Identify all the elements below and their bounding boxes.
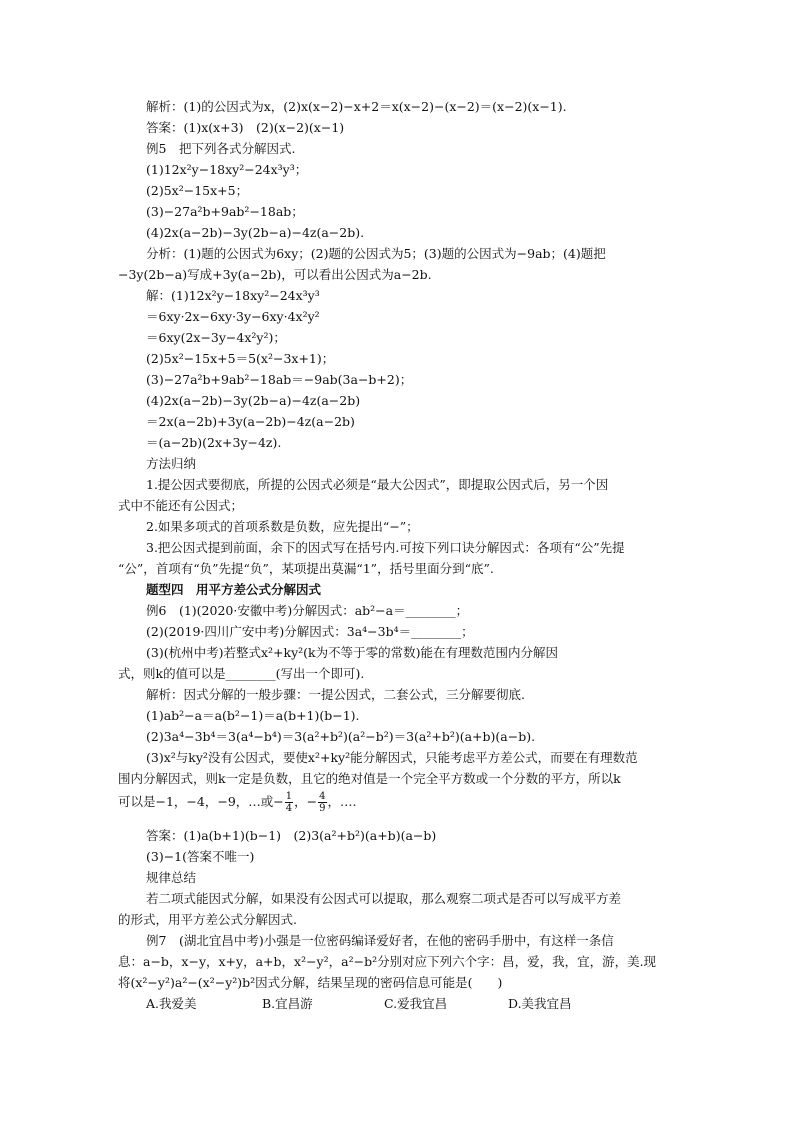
analysis-5-line-2: −3y(2b−a)写成+3y(a−2b)，可以看出公因式为a−2b. [118,267,432,282]
fraction-four-ninths [318,791,326,814]
method-rule-1-cont: 式中不能还有公因式； [118,498,244,513]
example-5-item-4: (4)2x(a−2b)−3y(2b−a)−4z(a−2b). [146,225,365,240]
solution-5-line-2: ＝6xy·2x−6xy·3y−6xy·4x²y² [146,309,320,324]
example-6-part-3: (3)(杭州中考)若整式x²+ky²(k为不等于零的常数)能在有理数范围内分解因 [146,645,558,660]
example-6-part-2: (2)(2019·四川广安中考)分解因式：3a⁴−3b⁴＝________； [146,624,474,639]
fraction-denominator: 9 [319,803,326,814]
example-7-line-1: 例7 (湖北宜昌中考)小强是一位密码编译爱好者，在他的密码手册中，有这样一条信 [146,933,614,948]
rule-summary-text: 若二项式能因式分解，如果没有公因式可以提取，那么观察二项式是否可以写成平方差 [146,891,622,906]
analysis-line-1: 解析：(1)的公因式为x，(2)x(x−2)−x+2＝x(x−2)−(x−2)＝(x−2)(x−1). [146,99,567,114]
analysis-6-part-3: (3)x²与ky²没有公因式，要使x²+ky²能分解因式，只能考虑平方差公式，而要在有理数范 [146,750,638,765]
answer-6-line-2: (3)−1(答案不唯一) [146,849,255,864]
method-rule-2: 2.如果多项式的首项系数是负数，应先提出“−”； [146,519,419,534]
analysis-6-part-1: (1)ab²−a＝a(b²−1)＝a(b+1)(b−1). [146,708,360,723]
analysis-6-fraction-line [118,790,356,814]
solution-5-line-6: (4)2x(a−2b)−3y(2b−a)−4z(a−2b) [146,393,361,408]
example-6-part-3-cont: 式，则k的值可以是________(写出一个即可). [118,666,365,681]
example-7-line-2: 息：a−b，x−y，x+y，a+b，x²−y²，a²−b²分别对应下列六个字：昌，爱，我，宜，游，美.现 [118,954,657,969]
fraction-denominator: 4 [285,803,293,814]
fraction-line-mid: ，− [294,794,318,809]
example-5-item-2: (2)5x²−15x+5； [146,183,249,198]
option-a: A.我爱美 [146,996,197,1011]
solution-5-line-8: ＝(a−2b)(2x+3y−4z). [146,435,282,450]
analysis-6-part-3-cont: 围内分解因式，则k一定是负数，且它的绝对值是一个完全平方数或一个分数的平方，所以k [118,771,621,786]
solution-5-line-7: ＝2x(a−2b)+3y(a−2b)−4z(a−2b) [146,414,355,429]
method-rule-1: 1.提公因式要彻底，所提的公因式必须是“最大公因式”，即提取公因式后，另一个因 [146,477,609,492]
solution-5-line-3: ＝6xy(2x−3y−4x²y²)； [146,330,286,345]
option-c: C.爱我宜昌 [384,996,448,1011]
example-5-item-1: (1)12x²y−18xy²−24x³y³； [146,162,308,177]
answer-line-1: 答案：(1)x(x+3) (2)(x−2)(x−1) [146,120,345,135]
analysis-6-intro: 解析：因式分解的一般步骤：一提公因式，二套公式，三分解要彻底. [146,687,525,702]
solution-5-line-4: (2)5x²−15x+5＝5(x²−3x+1)； [146,351,335,366]
solution-5-line-5: (3)−27a²b+9ab²−18ab＝−9ab(3a−b+2)； [146,372,413,387]
fraction-numerator: 4 [319,791,326,802]
option-d: D.美我宜昌 [508,996,572,1011]
rule-summary-text-cont: 的形式，用平方差公式分解因式. [118,912,297,927]
fraction-numerator: 1 [285,791,293,802]
solution-5-line-1: 解：(1)12x²y−18xy²−24x³y³ [146,288,320,303]
section-heading-type-4: 题型四 用平方差公式分解因式 [146,582,322,597]
fraction-line-suffix: ，…. [327,794,357,809]
method-rule-3-cont: “公”，首项有“负”先提“负”，某项提出莫漏“1”，括号里面分到“底”. [118,561,494,576]
rule-summary-title: 规律总结 [146,870,197,885]
analysis-5-line-1: 分析：(1)题的公因式为6xy；(2)题的公因式为5；(3)题的公因式为−9ab；(4)题把 [146,246,606,261]
method-summary-title: 方法归纳 [146,456,197,471]
example-5-item-3: (3)−27a²b+9ab²−18ab； [146,204,304,219]
answer-6-line-1: 答案：(1)a(b+1)(b−1) (2)3(a²+b²)(a+b)(a−b) [146,828,437,843]
method-rule-3: 3.把公因式提到前面，余下的因式写在括号内.可按下列口诀分解因式：各项有“公”先提 [146,540,625,555]
analysis-6-part-2: (2)3a⁴−3b⁴＝3(a⁴−b⁴)＝3(a²+b²)(a²−b²)＝3(a²+b²)(a+b)(a−b). [146,729,536,744]
fraction-one-quarter [285,791,293,814]
example-5-heading: 例5 把下列各式分解因式. [146,141,296,156]
example-6-part-1: 例6 (1)(2020·安徽中考)分解因式：ab²−a＝________； [146,603,469,618]
option-b: B.宜昌游 [262,996,313,1011]
example-7-line-3: 将(x²−y²)a²−(x²−y²)b²因式分解，结果呈现的密码信息可能是( ) [118,975,503,990]
fraction-line-prefix: 可以是−1，−4，−9，…或− [118,794,284,809]
